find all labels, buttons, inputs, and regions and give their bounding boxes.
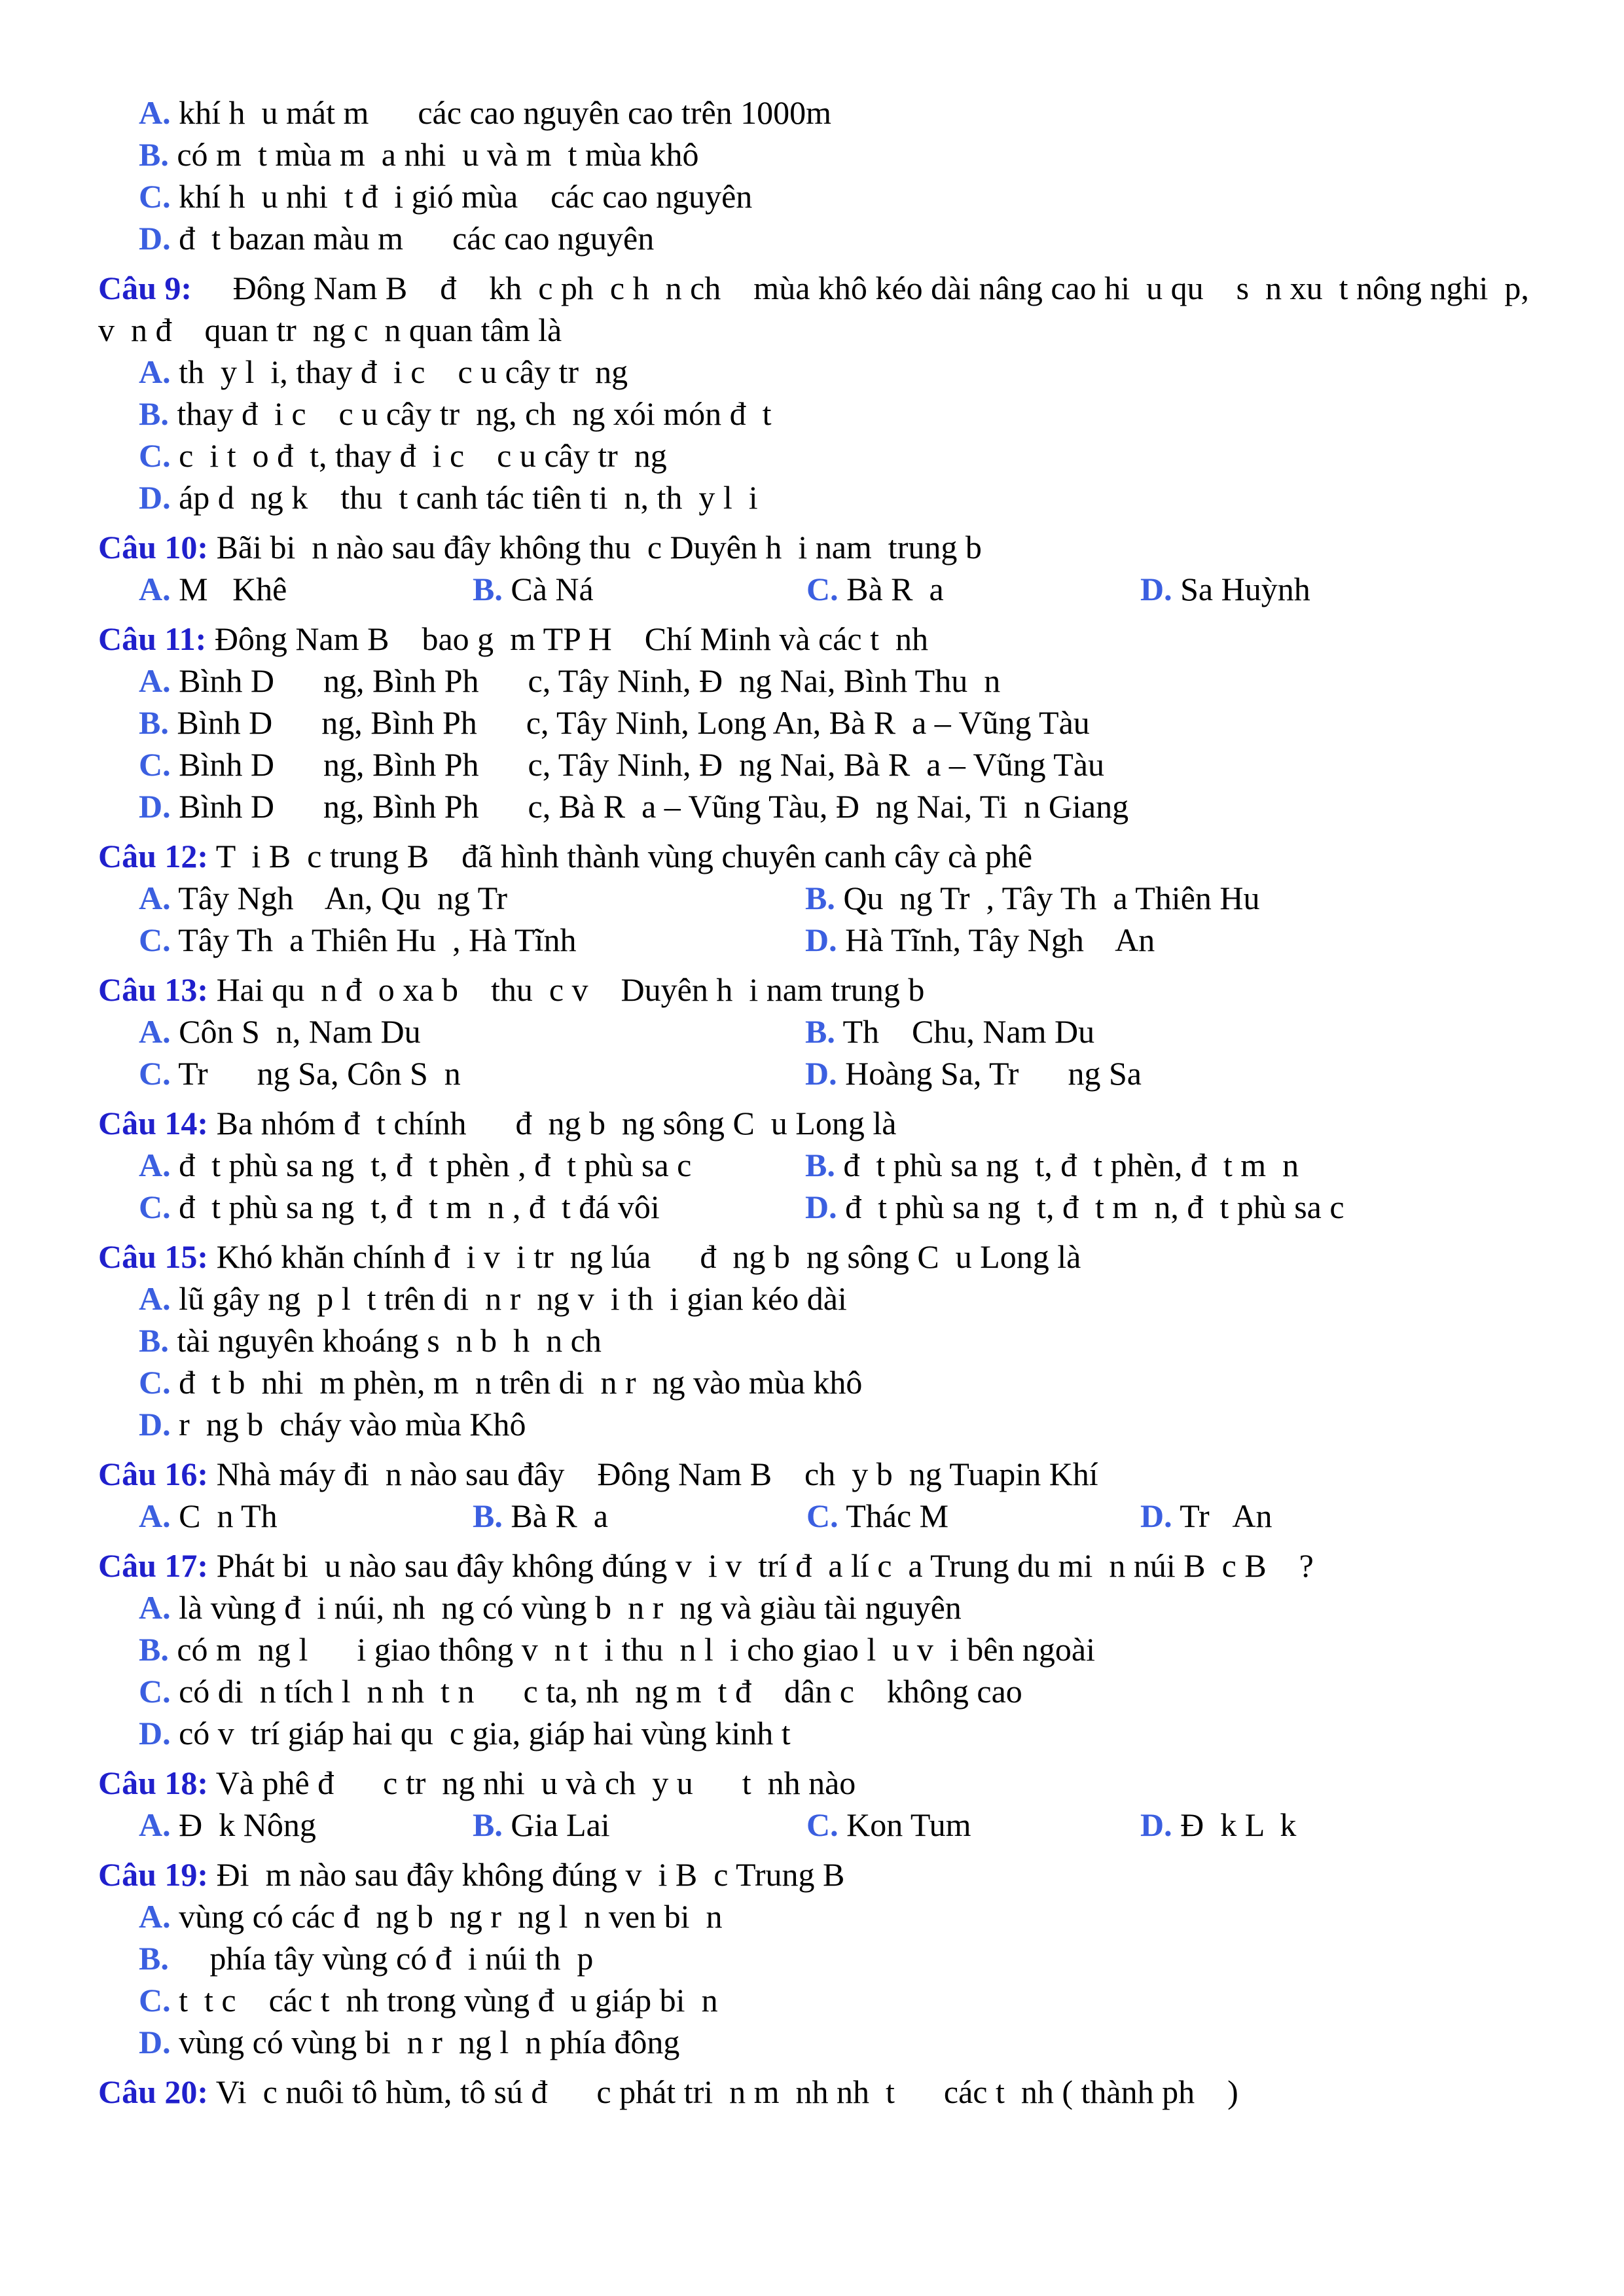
option-text: Côn S n, Nam Du bbox=[179, 1013, 421, 1050]
question-9 bbox=[98, 267, 1538, 518]
option-b bbox=[473, 1804, 806, 1846]
question-11 bbox=[98, 618, 1538, 827]
option-text: có v trí giáp hai qu c gia, giáp hai vùng kinh t bbox=[179, 1715, 791, 1751]
question-stem bbox=[98, 1236, 1538, 1278]
question-stem bbox=[98, 1762, 1538, 1804]
option-text: Thác M bbox=[846, 1498, 949, 1534]
option-text: Bà R a bbox=[846, 571, 944, 607]
option-a bbox=[139, 568, 473, 610]
lead-options bbox=[98, 92, 1538, 259]
option-letter: B. bbox=[139, 704, 169, 741]
question-19 bbox=[98, 1854, 1538, 2063]
question-stem bbox=[98, 267, 1538, 351]
question-stem bbox=[98, 1545, 1538, 1587]
option-text: Bình D ng, Bình Ph c, Tây Ninh, Đ ng Nai, Bình Thu n bbox=[179, 662, 1001, 699]
option-letter: C. bbox=[806, 571, 839, 607]
question-12 bbox=[98, 835, 1538, 961]
question-stem bbox=[98, 1102, 1538, 1144]
question-14 bbox=[98, 1102, 1538, 1228]
option-text: t t c các t nh trong vùng đ u giáp bi n bbox=[179, 1982, 718, 2018]
option-d bbox=[1140, 568, 1474, 610]
question-text: Khó khăn chính đ i v i tr ng lúa đ ng b ng sông C u Long là bbox=[216, 1238, 1081, 1275]
option-d bbox=[1140, 1804, 1474, 1846]
question-number: Câu 17: bbox=[98, 1547, 209, 1584]
option-text: đ t phù sa ng t, đ t phèn, đ t m n bbox=[843, 1147, 1299, 1183]
question-15 bbox=[98, 1236, 1538, 1445]
option-letter: D. bbox=[805, 1055, 837, 1092]
option-text: có m t mùa m a nhi u và m t mùa khô bbox=[177, 136, 699, 173]
option-letter: A. bbox=[139, 662, 171, 699]
option-text: C n Th bbox=[179, 1498, 278, 1534]
option-text: Th Chu, Nam Du bbox=[842, 1013, 1095, 1050]
option-letter: C. bbox=[139, 922, 171, 958]
option-d bbox=[805, 1186, 1471, 1228]
option-text: thay đ i c c u cây tr ng, ch ng xói món đ t bbox=[177, 395, 772, 432]
option-text: Tr An bbox=[1180, 1498, 1272, 1534]
question-number: Câu 13: bbox=[98, 971, 209, 1008]
option-c bbox=[98, 435, 1538, 476]
option-text: Bình D ng, Bình Ph c, Tây Ninh, Đ ng Nai, Bà R a – Vũng Tàu bbox=[179, 746, 1104, 783]
option-letter: A. bbox=[139, 571, 171, 607]
option-text: phía tây vùng có đ i núi th p bbox=[177, 1940, 594, 1977]
options-row bbox=[98, 877, 1538, 919]
question-stem bbox=[98, 1854, 1538, 1895]
option-b bbox=[98, 134, 1538, 175]
option-letter: B. bbox=[139, 136, 169, 173]
option-text: Bình D ng, Bình Ph c, Bà R a – Vũng Tàu, Đ ng Nai, Ti n Giang bbox=[179, 788, 1129, 825]
option-letter: B. bbox=[805, 1147, 835, 1183]
option-letter: A. bbox=[139, 353, 171, 390]
option-letter: B. bbox=[473, 571, 503, 607]
option-text: vùng có vùng bi n r ng l n phía đông bbox=[179, 2024, 680, 2060]
option-d bbox=[98, 1403, 1538, 1445]
option-text: khí h u mát m các cao nguyên cao trên 1000m bbox=[179, 94, 832, 131]
option-b bbox=[805, 1144, 1471, 1186]
option-letter: D. bbox=[139, 1406, 171, 1443]
options-row bbox=[98, 1495, 1538, 1537]
option-text: đ t phù sa ng t, đ t phèn , đ t phù sa c bbox=[179, 1147, 692, 1183]
option-d bbox=[98, 217, 1538, 259]
option-letter: D. bbox=[139, 220, 171, 257]
option-letter: C. bbox=[139, 1982, 171, 2018]
option-a bbox=[98, 660, 1538, 702]
question-text: Và phê đ c tr ng nhi u và ch y u t nh nào bbox=[215, 1765, 856, 1801]
option-letter: B. bbox=[473, 1806, 503, 1843]
option-b bbox=[473, 1495, 806, 1537]
option-text: áp d ng k thu t canh tác tiên ti n, th y l i bbox=[179, 479, 758, 516]
question-13 bbox=[98, 969, 1538, 1094]
option-c bbox=[139, 1052, 805, 1094]
option-text: đ t phù sa ng t, đ t m n, đ t phù sa c bbox=[845, 1189, 1344, 1225]
option-b bbox=[805, 1011, 1471, 1052]
option-text: Cà Ná bbox=[511, 571, 594, 607]
option-letter: C. bbox=[806, 1806, 839, 1843]
option-c bbox=[139, 1186, 805, 1228]
option-letter: A. bbox=[139, 1806, 171, 1843]
option-text: Qu ng Tr , Tây Th a Thiên Hu bbox=[843, 880, 1260, 916]
question-text: Phát bi u nào sau đây không đúng v i v trí đ a lí c a Trung du mi n núi B c B ? bbox=[216, 1547, 1314, 1584]
option-letter: D. bbox=[805, 922, 837, 958]
option-text: th y l i, thay đ i c c u cây tr ng bbox=[179, 353, 628, 390]
option-d bbox=[805, 919, 1471, 961]
option-letter: B. bbox=[805, 880, 835, 916]
option-letter: B. bbox=[473, 1498, 503, 1534]
question-number: Câu 20: bbox=[98, 2073, 209, 2110]
option-a bbox=[139, 1495, 473, 1537]
option-letter: C. bbox=[806, 1498, 839, 1534]
options-row bbox=[98, 1186, 1538, 1228]
option-text: Hoàng Sa, Tr ng Sa bbox=[845, 1055, 1142, 1092]
option-letter: C. bbox=[139, 1055, 171, 1092]
option-text: Tây Th a Thiên Hu , Hà Tĩnh bbox=[178, 922, 577, 958]
option-text: Bà R a bbox=[511, 1498, 608, 1534]
option-b bbox=[805, 877, 1471, 919]
option-letter: D. bbox=[1140, 1806, 1172, 1843]
option-letter: A. bbox=[139, 1498, 171, 1534]
option-b bbox=[98, 702, 1538, 744]
option-d bbox=[98, 785, 1538, 827]
option-a bbox=[139, 1144, 805, 1186]
question-stem bbox=[98, 526, 1538, 568]
options-row bbox=[98, 1052, 1538, 1094]
option-c bbox=[98, 175, 1538, 217]
question-text: Vi c nuôi tô hùm, tô sú đ c phát tri n m nh nh t các t nh ( thành ph ) bbox=[215, 2073, 1238, 2110]
option-letter: B. bbox=[139, 1631, 169, 1668]
question-number: Câu 16: bbox=[98, 1456, 209, 1492]
option-letter: C. bbox=[139, 1673, 171, 1710]
option-letter: D. bbox=[139, 2024, 171, 2060]
option-text: Bình D ng, Bình Ph c, Tây Ninh, Long An, Bà R a – Vũng Tàu bbox=[177, 704, 1090, 741]
option-text: tài nguyên khoáng s n b h n ch bbox=[177, 1322, 602, 1359]
option-text: c i t o đ t, thay đ i c c u cây tr ng bbox=[179, 437, 667, 474]
option-text: có di n tích l n nh t n c ta, nh ng m t đ dân c không cao bbox=[179, 1673, 1022, 1710]
question-number: Câu 18: bbox=[98, 1765, 209, 1801]
option-letter: B. bbox=[139, 1940, 169, 1977]
option-text: Tây Ngh An, Qu ng Tr bbox=[178, 880, 508, 916]
option-c bbox=[98, 1979, 1538, 2021]
option-a bbox=[98, 1587, 1538, 1628]
options-row bbox=[98, 568, 1538, 610]
option-b bbox=[98, 393, 1538, 435]
question-17 bbox=[98, 1545, 1538, 1754]
option-text: đ t phù sa ng t, đ t m n , đ t đá vôi bbox=[179, 1189, 660, 1225]
option-c bbox=[139, 919, 805, 961]
option-text: Tr ng Sa, Côn S n bbox=[178, 1055, 461, 1092]
option-a bbox=[98, 351, 1538, 393]
option-a bbox=[139, 1804, 473, 1846]
options-row bbox=[98, 1011, 1538, 1052]
option-letter: C. bbox=[139, 746, 171, 783]
option-a bbox=[98, 1895, 1538, 1937]
question-stem bbox=[98, 835, 1538, 877]
option-letter: D. bbox=[139, 1715, 171, 1751]
option-letter: D. bbox=[805, 1189, 837, 1225]
option-letter: A. bbox=[139, 880, 171, 916]
option-text: đ t b nhi m phèn, m n trên di n r ng vào mùa khô bbox=[179, 1364, 863, 1401]
question-text: Nhà máy đi n nào sau đây Đông Nam B ch y b ng Tuapin Khí bbox=[216, 1456, 1098, 1492]
option-d bbox=[98, 476, 1538, 518]
option-text: khí h u nhi t đ i gió mùa các cao nguyên bbox=[179, 178, 753, 215]
option-letter: A. bbox=[139, 1898, 171, 1935]
question-stem bbox=[98, 969, 1538, 1011]
options-row bbox=[98, 1144, 1538, 1186]
question-stem bbox=[98, 618, 1538, 660]
option-text: r ng b cháy vào mùa Khô bbox=[179, 1406, 526, 1443]
question-stem bbox=[98, 1453, 1538, 1495]
option-text: có m ng l i giao thông v n t i thu n l i cho giao l u v i bên ngoài bbox=[177, 1631, 1095, 1668]
option-a bbox=[139, 1011, 805, 1052]
option-letter: A. bbox=[139, 1280, 171, 1317]
option-text: Đ k Nông bbox=[179, 1806, 316, 1843]
option-c bbox=[806, 568, 1140, 610]
question-text: Bãi bi n nào sau đây không thu c Duyên h i nam trung b bbox=[216, 529, 982, 565]
options-row bbox=[98, 919, 1538, 961]
option-text: M Khê bbox=[179, 571, 287, 607]
option-c bbox=[98, 1670, 1538, 1712]
question-16 bbox=[98, 1453, 1538, 1537]
question-number: Câu 14: bbox=[98, 1105, 209, 1141]
option-a bbox=[98, 92, 1538, 134]
option-c bbox=[806, 1804, 1140, 1846]
option-letter: B. bbox=[139, 1322, 169, 1359]
option-c bbox=[98, 1361, 1538, 1403]
option-letter: D. bbox=[139, 788, 171, 825]
option-letter: D. bbox=[1140, 1498, 1172, 1534]
question-text: Đông Nam B bao g m TP H Chí Minh và các t nh bbox=[214, 620, 928, 657]
question-text: Đi m nào sau đây không đúng v i B c Trung B bbox=[216, 1856, 845, 1893]
question-text: Đông Nam B đ kh c ph c h n ch mùa khô kéo dài nâng cao hi u qu s n xu t nông nghi p, v n đ quan tr ng c n quan tâm là bbox=[98, 270, 1538, 348]
option-d bbox=[98, 2021, 1538, 2063]
question-text: Ba nhóm đ t chính đ ng b ng sông C u Long là bbox=[216, 1105, 897, 1141]
option-letter: D. bbox=[139, 479, 171, 516]
option-letter: C. bbox=[139, 178, 171, 215]
option-text: Sa Huỳnh bbox=[1180, 571, 1310, 607]
question-18 bbox=[98, 1762, 1538, 1846]
option-b bbox=[98, 1937, 1538, 1979]
question-text: Hai qu n đ o xa b thu c v Duyên h i nam trung b bbox=[216, 971, 925, 1008]
option-letter: A. bbox=[139, 1589, 171, 1626]
question-number: Câu 10: bbox=[98, 529, 209, 565]
option-a bbox=[139, 877, 805, 919]
question-10 bbox=[98, 526, 1538, 610]
option-b bbox=[98, 1628, 1538, 1670]
option-d bbox=[1140, 1495, 1474, 1537]
exam-page bbox=[98, 92, 1538, 2113]
option-d bbox=[98, 1712, 1538, 1754]
option-c bbox=[806, 1495, 1140, 1537]
option-letter: D. bbox=[1140, 571, 1172, 607]
option-a bbox=[98, 1278, 1538, 1319]
question-number: Câu 12: bbox=[98, 838, 209, 874]
option-d bbox=[805, 1052, 1471, 1094]
option-text: lũ gây ng p l t trên di n r ng v i th i gian kéo dài bbox=[179, 1280, 847, 1317]
question-stem bbox=[98, 2071, 1538, 2113]
option-text: đ t bazan màu m các cao nguyên bbox=[179, 220, 655, 257]
option-b bbox=[473, 568, 806, 610]
option-letter: A. bbox=[139, 94, 171, 131]
option-letter: B. bbox=[139, 395, 169, 432]
options-row bbox=[98, 1804, 1538, 1846]
option-text: Kon Tum bbox=[846, 1806, 971, 1843]
question-text: T i B c trung B đã hình thành vùng chuyên canh cây cà phê bbox=[215, 838, 1033, 874]
option-text: là vùng đ i núi, nh ng có vùng b n r ng và giàu tài nguyên bbox=[179, 1589, 962, 1626]
option-letter: A. bbox=[139, 1147, 171, 1183]
option-letter: C. bbox=[139, 1364, 171, 1401]
question-number: Câu 19: bbox=[98, 1856, 209, 1893]
option-b bbox=[98, 1319, 1538, 1361]
question-number: Câu 11: bbox=[98, 620, 207, 657]
question-number: Câu 9: bbox=[98, 270, 192, 306]
option-text: vùng có các đ ng b ng r ng l n ven bi n bbox=[179, 1898, 723, 1935]
option-letter: C. bbox=[139, 437, 171, 474]
option-letter: B. bbox=[805, 1013, 835, 1050]
option-text: Đ k L k bbox=[1180, 1806, 1297, 1843]
option-letter: C. bbox=[139, 1189, 171, 1225]
question-20 bbox=[98, 2071, 1538, 2113]
option-letter: A. bbox=[139, 1013, 171, 1050]
question-number: Câu 15: bbox=[98, 1238, 209, 1275]
option-text: Hà Tĩnh, Tây Ngh An bbox=[845, 922, 1155, 958]
option-text: Gia Lai bbox=[511, 1806, 610, 1843]
option-c bbox=[98, 744, 1538, 785]
